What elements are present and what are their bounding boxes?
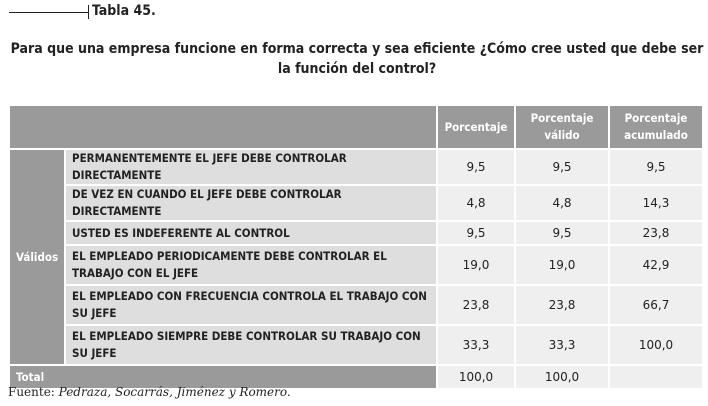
- table-row: [9, 185, 703, 221]
- header-porcentaje-acumulado: Porcentaje acumulado: [609, 105, 703, 149]
- data-table: [8, 104, 704, 390]
- title-line-2: la función del control?: [277, 61, 437, 77]
- group-label: Válidos: [9, 149, 65, 365]
- source-prefix: Fuente:: [8, 385, 59, 399]
- header-porcentaje-valido: Porcentaje válido: [515, 105, 609, 149]
- table-caption: Tabla 45.: [92, 3, 156, 19]
- cell-porcentaje: 9,5: [437, 149, 515, 185]
- source-note: [8, 385, 291, 399]
- row-label: USTED ES INDEFERENTE AL CONTROL: [65, 221, 437, 245]
- cell-porcentaje: 19,0: [437, 245, 515, 285]
- table-title: [8, 39, 706, 79]
- cell-porcentaje: 4,8: [437, 185, 515, 221]
- total-acumulado: [609, 365, 703, 389]
- source-authors: Pedraza, Socarrás, Jiménez y Romero.: [58, 385, 291, 399]
- cell-acumulado: 9,5: [609, 149, 703, 185]
- total-valido: 100,0: [515, 365, 609, 389]
- table-row: [9, 245, 703, 285]
- row-label: DE VEZ EN CUANDO EL JEFE DEBE CONTROLAR DIRECTAMENTE: [65, 185, 437, 221]
- table-row: [9, 285, 703, 325]
- cell-valido: 33,3: [515, 325, 609, 365]
- cell-valido: 9,5: [515, 149, 609, 185]
- header-row: [9, 105, 703, 149]
- cell-porcentaje: 23,8: [437, 285, 515, 325]
- cell-acumulado: 14,3: [609, 185, 703, 221]
- row-label: EL EMPLEADO PERIODICAMENTE DEBE CONTROLAR EL TRABAJO CON EL JEFE: [65, 245, 437, 285]
- caption-rule: [9, 12, 88, 13]
- cell-valido: 23,8: [515, 285, 609, 325]
- row-label: EL EMPLEADO SIEMPRE DEBE CONTROLAR SU TRABAJO CON SU JEFE: [65, 325, 437, 365]
- cell-porcentaje: 9,5: [437, 221, 515, 245]
- cell-acumulado: 42,9: [609, 245, 703, 285]
- table-row: [9, 221, 703, 245]
- title-line-1: Para que una empresa funcione en forma correcta y sea eficiente ¿Cómo cree usted que debe ser: [10, 41, 704, 57]
- cell-valido: 4,8: [515, 185, 609, 221]
- total-porcentaje: 100,0: [437, 365, 515, 389]
- table-row: [9, 149, 703, 185]
- caption-rule-tick: [88, 5, 89, 19]
- cell-valido: 9,5: [515, 221, 609, 245]
- table-row: [9, 325, 703, 365]
- cell-acumulado: 23,8: [609, 221, 703, 245]
- cell-valido: 19,0: [515, 245, 609, 285]
- cell-porcentaje: 33,3: [437, 325, 515, 365]
- total-label: Total: [9, 365, 437, 389]
- cell-acumulado: 100,0: [609, 325, 703, 365]
- cell-acumulado: 66,7: [609, 285, 703, 325]
- row-label: EL EMPLEADO CON FRECUENCIA CONTROLA EL TRABAJO CON SU JEFE: [65, 285, 437, 325]
- row-label: PERMANENTEMENTE EL JEFE DEBE CONTROLAR DIRECTAMENTE: [65, 149, 437, 185]
- header-porcentaje: Porcentaje: [437, 105, 515, 149]
- header-blank: [9, 105, 437, 149]
